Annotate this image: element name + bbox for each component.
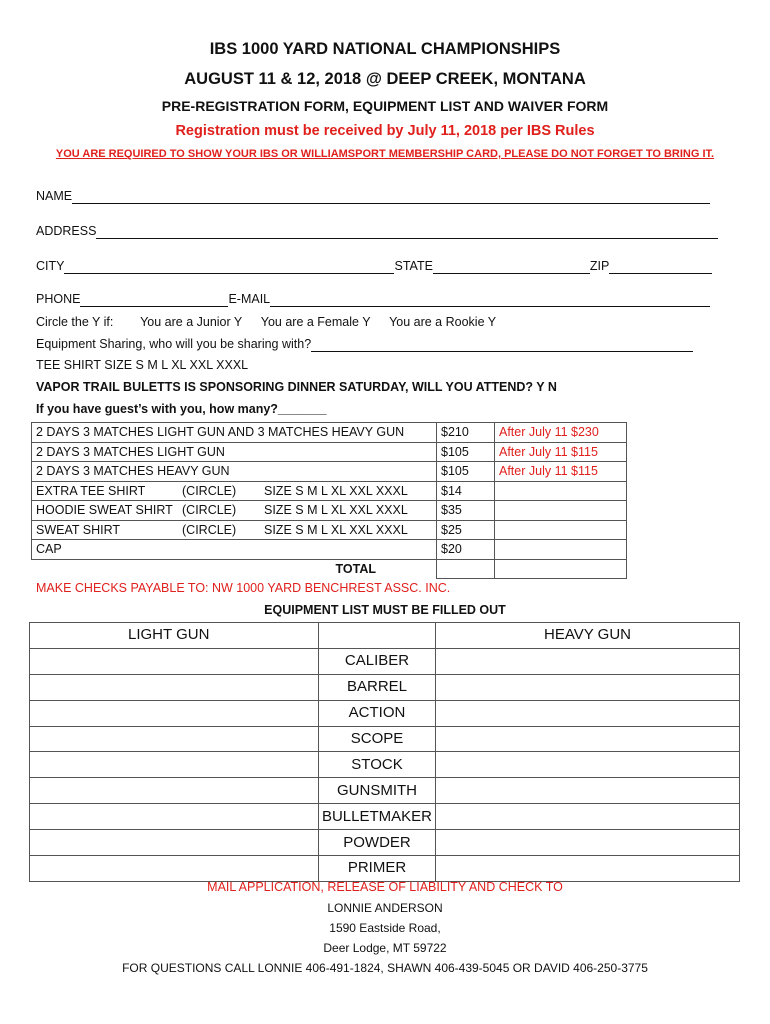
tee-shirt-size[interactable]: TEE SHIRT SIZE S M L XL XXL XXXL bbox=[36, 358, 249, 372]
order-late-price bbox=[495, 481, 627, 501]
form-title: IBS 1000 YARD NATIONAL CHAMPIONSHIPS bbox=[209, 40, 561, 58]
form-subtitle: PRE-REGISTRATION FORM, EQUIPMENT LIST AND WAIVER FORM bbox=[161, 98, 609, 114]
sharing-label: Equipment Sharing, who will you be sharing with? bbox=[36, 337, 312, 351]
phone-label: PHONE bbox=[36, 292, 81, 306]
heavy-gun-entry[interactable] bbox=[436, 752, 740, 778]
equipment-item-label: CALIBER bbox=[319, 648, 436, 674]
equipment-item-label: GUNSMITH bbox=[319, 778, 436, 804]
order-circle-label: (CIRCLE) bbox=[182, 483, 237, 498]
sharing-row bbox=[36, 336, 693, 352]
equipment-row bbox=[30, 778, 740, 804]
event-date-location: AUGUST 11 & 12, 2018 @ DEEP CREEK, MONTANA bbox=[184, 70, 586, 88]
name-field[interactable] bbox=[72, 190, 710, 204]
junior-option[interactable]: You are a Junior Y bbox=[140, 315, 243, 329]
total-label: TOTAL bbox=[335, 562, 376, 576]
address-label: ADDRESS bbox=[36, 224, 97, 238]
order-row bbox=[32, 481, 627, 501]
order-item: HOODIE SWEAT SHIRT bbox=[36, 503, 173, 518]
light-gun-entry[interactable] bbox=[30, 700, 319, 726]
phone-field[interactable] bbox=[80, 293, 228, 307]
heavy-gun-entry[interactable] bbox=[436, 700, 740, 726]
order-price: $35 bbox=[437, 501, 495, 521]
order-price: $105 bbox=[437, 462, 495, 482]
order-late-price: After July 11 $115 bbox=[495, 442, 627, 462]
total-amount[interactable] bbox=[437, 559, 495, 579]
female-option[interactable]: You are a Female Y bbox=[260, 315, 371, 329]
order-size-options[interactable]: SIZE S M L XL XXL XXXL bbox=[264, 503, 408, 518]
order-row bbox=[32, 462, 627, 482]
equipment-row bbox=[30, 700, 740, 726]
name-row bbox=[36, 188, 710, 204]
order-row bbox=[32, 423, 627, 443]
heavy-gun-entry[interactable] bbox=[436, 674, 740, 700]
equipment-row bbox=[30, 830, 740, 856]
equipment-header-row bbox=[30, 623, 740, 649]
light-gun-header: LIGHT GUN bbox=[30, 623, 319, 649]
equipment-table bbox=[29, 622, 740, 882]
equipment-item-label: STOCK bbox=[319, 752, 436, 778]
circle-row bbox=[36, 314, 496, 330]
equipment-row bbox=[30, 752, 740, 778]
equipment-heading: EQUIPMENT LIST MUST BE FILLED OUT bbox=[264, 603, 506, 617]
light-gun-entry[interactable] bbox=[30, 726, 319, 752]
mail-name: LONNIE ANDERSON bbox=[327, 901, 443, 915]
order-item: EXTRA TEE SHIRT bbox=[36, 483, 146, 498]
order-late-price: After July 11 $230 bbox=[495, 423, 627, 443]
order-item: SWEAT SHIRT bbox=[36, 522, 121, 537]
address-field[interactable] bbox=[96, 225, 718, 239]
order-price: $20 bbox=[437, 540, 495, 560]
order-row bbox=[32, 520, 627, 540]
order-item: CAP bbox=[36, 542, 62, 557]
city-state-zip-row bbox=[36, 258, 712, 274]
heavy-gun-entry[interactable] bbox=[436, 726, 740, 752]
equipment-item-label: BARREL bbox=[319, 674, 436, 700]
order-size-options[interactable]: SIZE S M L XL XXL XXXL bbox=[264, 522, 408, 537]
questions-contacts: FOR QUESTIONS CALL LONNIE 406-491-1824, SHAWN 406-439-5045 OR DAVID 406-250-3775 bbox=[122, 961, 648, 975]
zip-field[interactable] bbox=[609, 260, 712, 274]
equipment-row bbox=[30, 726, 740, 752]
light-gun-entry[interactable] bbox=[30, 856, 319, 882]
state-field[interactable] bbox=[433, 260, 590, 274]
order-row bbox=[32, 501, 627, 521]
light-gun-entry[interactable] bbox=[30, 804, 319, 830]
phone-email-row bbox=[36, 291, 710, 307]
guests-question[interactable]: If you have guest’s with you, how many?_______ bbox=[36, 402, 327, 416]
payable-note: MAKE CHECKS PAYABLE TO: NW 1000 YARD BENCHREST ASSC. INC. bbox=[36, 581, 451, 595]
light-gun-entry[interactable] bbox=[30, 778, 319, 804]
email-field[interactable] bbox=[270, 293, 710, 307]
heavy-gun-entry[interactable] bbox=[436, 648, 740, 674]
city-field[interactable] bbox=[64, 260, 394, 274]
order-late-price: After July 11 $115 bbox=[495, 462, 627, 482]
equipment-item-label: POWDER bbox=[319, 830, 436, 856]
order-item: 2 DAYS 3 MATCHES HEAVY GUN bbox=[36, 464, 230, 479]
order-item: 2 DAYS 3 MATCHES LIGHT GUN AND 3 MATCHES HEAVY GUN bbox=[36, 425, 405, 440]
city-label: CITY bbox=[36, 259, 65, 273]
equipment-row bbox=[30, 648, 740, 674]
light-gun-entry[interactable] bbox=[30, 830, 319, 856]
light-gun-entry[interactable] bbox=[30, 752, 319, 778]
order-size-options[interactable]: SIZE S M L XL XXL XXXL bbox=[264, 483, 408, 498]
sharing-field[interactable] bbox=[311, 338, 693, 352]
order-row bbox=[32, 442, 627, 462]
heavy-gun-entry[interactable] bbox=[436, 804, 740, 830]
membership-notice: YOU ARE REQUIRED TO SHOW YOUR IBS OR WILLIAMSPORT MEMBERSHIP CARD, PLEASE DO NOT FORGET TO BRING IT. bbox=[55, 148, 715, 160]
heavy-gun-header: HEAVY GUN bbox=[436, 623, 740, 649]
light-gun-entry[interactable] bbox=[30, 648, 319, 674]
order-circle-label: (CIRCLE) bbox=[182, 503, 237, 518]
order-late-price bbox=[495, 501, 627, 521]
registration-deadline: Registration must be received by July 11, 2018 per IBS Rules bbox=[175, 123, 595, 139]
heavy-gun-entry[interactable] bbox=[436, 830, 740, 856]
equipment-item-label: PRIMER bbox=[319, 856, 436, 882]
equipment-row bbox=[30, 674, 740, 700]
heavy-gun-entry[interactable] bbox=[436, 856, 740, 882]
order-price: $210 bbox=[437, 423, 495, 443]
equipment-item-label: SCOPE bbox=[319, 726, 436, 752]
light-gun-entry[interactable] bbox=[30, 674, 319, 700]
order-row bbox=[32, 540, 627, 560]
equipment-row bbox=[30, 804, 740, 830]
mail-city: Deer Lodge, MT 59722 bbox=[323, 941, 447, 955]
mail-instruction: MAIL APPLICATION, RELEASE OF LIABILITY AND CHECK TO bbox=[207, 880, 563, 894]
order-total-row bbox=[32, 559, 627, 579]
rookie-option[interactable]: You are a Rookie Y bbox=[389, 315, 497, 329]
equipment-row bbox=[30, 856, 740, 882]
equipment-item-label: BULLETMAKER bbox=[319, 804, 436, 830]
order-table bbox=[31, 422, 627, 579]
heavy-gun-entry[interactable] bbox=[436, 778, 740, 804]
order-price: $105 bbox=[437, 442, 495, 462]
dinner-question[interactable]: VAPOR TRAIL BULETTS IS SPONSORING DINNER SATURDAY, WILL YOU ATTEND? Y N bbox=[36, 380, 557, 394]
order-circle-label: (CIRCLE) bbox=[182, 522, 237, 537]
email-label: E-MAIL bbox=[228, 292, 271, 306]
mail-street: 1590 Eastside Road, bbox=[329, 921, 441, 935]
order-price: $14 bbox=[437, 481, 495, 501]
order-late-price bbox=[495, 520, 627, 540]
name-label: NAME bbox=[36, 189, 73, 203]
circle-label: Circle the Y if: bbox=[36, 315, 114, 329]
equipment-item-label: ACTION bbox=[319, 700, 436, 726]
order-item: 2 DAYS 3 MATCHES LIGHT GUN bbox=[36, 444, 225, 459]
order-late-price bbox=[495, 540, 627, 560]
zip-label: ZIP bbox=[589, 259, 610, 273]
order-price: $25 bbox=[437, 520, 495, 540]
address-row bbox=[36, 223, 718, 239]
state-label: STATE bbox=[394, 259, 433, 273]
